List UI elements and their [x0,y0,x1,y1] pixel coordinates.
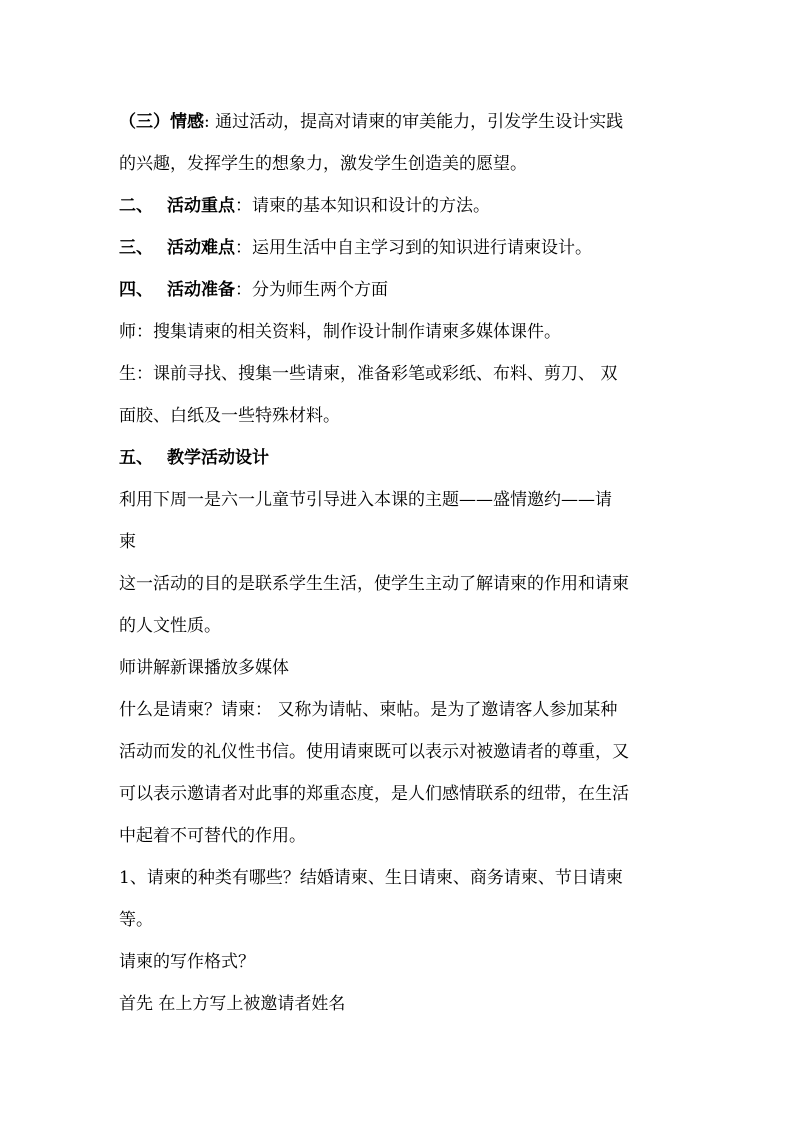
definition-line-2: 活动而发的礼仪性书信。使用请柬既可以表示对被邀请者的尊重，又 [119,742,629,762]
preparation-number: 四、 [119,280,153,300]
focus-label: 活动重点 [167,196,235,216]
format-question-line: 请柬的写作格式？ [119,952,255,972]
document-page [119,101,679,1025]
activity-design-label: 教学活动设计 [167,448,269,468]
types-line-2: 等。 [119,910,153,930]
preparation-label: 活动准备 [167,280,235,300]
difficulty-number: 三、 [119,238,153,258]
difficulty-text: ：运用生活中自主学习到的知识进行请柬设计。 [235,238,592,258]
emotion-line-1 [119,101,679,143]
preparation-text: ：分为师生两个方面 [235,280,388,300]
emotion-text-1: : 通过活动，提高对请柬的审美能力，引发学生设计实践 [204,112,624,132]
purpose-line-2: 的人文性质。 [119,616,221,636]
student-prep-line-1: 生：课前寻找、搜集一些请柬，准备彩笔或彩纸、布料、剪刀、 双 [119,364,618,384]
emotion-line-2: 的兴趣，发挥学生的想象力，激发学生创造美的愿望。 [119,154,527,174]
student-prep-line-2: 面胶、白纸及一些特殊材料。 [119,406,340,426]
first-step-line: 首先 在上方写上被邀请者姓名 [119,994,346,1014]
intro-line-1: 利用下周一是六一儿童节引导进入本课的主题——盛情邀约——请 [119,490,612,510]
intro-line-2: 柬 [119,532,136,552]
definition-line-3: 可以表示邀请者对此事的郑重态度，是人们感情联系的纽带，在生活 [119,784,629,804]
definition-line-4: 中起着不可替代的作用。 [119,826,306,846]
difficulty-line [119,227,679,269]
teacher-explain-line: 师讲解新课播放多媒体 [119,658,289,678]
focus-number: 二、 [119,196,153,216]
activity-design-heading [119,437,679,479]
activity-design-number: 五、 [119,448,153,468]
definition-line-1: 什么是请柬？请柬： 又称为请帖、柬帖。是为了邀请客人参加某种 [119,700,618,720]
purpose-line-1: 这一活动的目的是联系学生生活，使学生主动了解请柬的作用和请柬 [119,574,629,594]
teacher-prep-line: 师：搜集请柬的相关资料，制作设计制作请柬多媒体课件。 [119,322,561,342]
focus-text: ：请柬的基本知识和设计的方法。 [235,196,490,216]
types-line-1: 1、请柬的种类有哪些？结婚请柬、生日请柬、商务请柬、节日请柬 [119,868,623,888]
emotion-label: （三）情感 [119,112,204,132]
difficulty-label: 活动难点 [167,238,235,258]
preparation-line [119,269,679,311]
focus-line [119,185,679,227]
